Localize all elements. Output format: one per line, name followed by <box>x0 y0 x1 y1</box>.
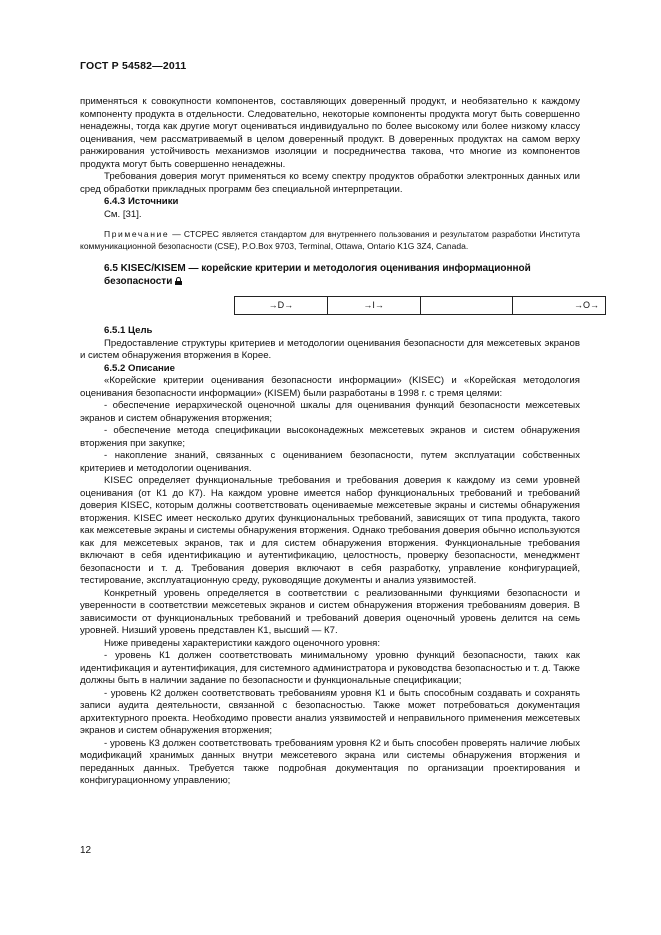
nav-cell-o: →O→ <box>513 297 606 315</box>
list-item: - уровень К1 должен соответствовать минимальному уровню функций безопасности, таких как идентификация и аутентификация, для системного администратора и руководства безопасностью и т. д. Также должны быть в наличии задание по безопасности и функциональные спецификации; <box>80 650 580 686</box>
section-heading-6-4-3: 6.4.3 Источники <box>104 196 179 207</box>
page-number: 12 <box>80 845 92 856</box>
dio-navigation-table <box>234 296 606 315</box>
list-item: - обеспечение метода спецификации высоконадежных межсетевых экранов и систем обнаружения вторжения при закупке; <box>80 425 580 449</box>
paragraph: Конкретный уровень определяется в соответствии с реализованными функциями безопасности и уверенности в соответствии межсетевых экранов и систем обнаружения вторжения требованиям доверия. В зависимости от функциональных требований и требований доверия оценочный уровень делится на семь уровней. Низший уровень представлен К1, высший — К7. <box>80 587 580 636</box>
paragraph: Требования доверия могут применяться ко всему спектру продуктов обработки электронных данных или сред обработки прикладных программ без специальной интерпретации. <box>80 171 580 195</box>
list-item: - накопление знаний, связанных с оцениванием безопасности, путем эксплуатации собственных критериев и методологии оценивания. <box>80 450 580 474</box>
lock-icon <box>175 277 182 285</box>
section-heading-6-5 <box>104 262 580 288</box>
document-header: ГОСТ Р 54582—2011 <box>80 60 187 72</box>
note-text: — CTCPEC является стандартом для внутреннего пользования и результатом разработки Института коммуникационной безопасности (CSE), P.O.Box 9703, Terminal, Ottawa, Ontario K1G 3Z4, Canada. <box>80 229 580 251</box>
list-item: - уровень К3 должен соответствовать требованиям уровня К2 и быть способен проверять наличие любых модификаций хранимых данных внутри межсетевого экрана или системы обнаружения вторжения и переданных данных. Требуется также подробная документация по организации проектирования и конфигурационному управлению; <box>80 737 580 786</box>
note-label: Примечание <box>104 229 170 239</box>
section-heading-6-5-2: 6.5.2 Описание <box>104 362 175 374</box>
paragraph: «Корейские критерии оценивания безопасности информации» (KISEC) и «Корейская методология оценивания безопасности информации» (KISEM) были разработаны в 1998 г. с тремя целями: <box>80 375 580 399</box>
paragraph: См. [31]. <box>104 208 142 220</box>
nav-cell-d: →D→ <box>235 297 328 315</box>
document-body <box>80 96 599 788</box>
section-heading-6-5-text: 6.5 KISEC/KISEM — корейские критерии и методология оценивания информационной безопасности <box>104 263 531 287</box>
paragraph: Предоставление структуры критериев и методологии оценивания безопасности для межсетевых экранов и систем обнаружения вторжения в Корее. <box>80 337 580 361</box>
list-item: - обеспечение иерархической оценочной шкалы для оценивания функций безопасности межсетевых экранов и систем обнаружения вторжения; <box>80 400 580 424</box>
note <box>80 229 580 252</box>
paragraph: Ниже приведены характеристики каждого оценочного уровня: <box>104 637 380 649</box>
list-item: - уровень К2 должен соответствовать требованиям уровня К1 и быть способным создавать и сохранять записи аудита деятельности, связанной с безопасностью. Также может потребоваться документация архитектурного проекта. Необходимо провести анализ уязвимостей и неправильного применения межсетевых экранов и систем обнаружения вторжения; <box>80 687 580 736</box>
nav-cell-i: →I→ <box>327 297 420 315</box>
paragraph: KISEC определяет функциональные требования и требования доверия к каждому из семи уровней оценивания (от К1 до К7). На каждом уровне имеется набор функциональных требований и требований доверия KISEC, которым должны соответствовать оцениваемые межсетевые экраны и системы обнаружения вторжения. KISEC имеет несколько других функциональных требований, зависящих от типа продукта, такого как межсетевые экраны и системы обнаружения вторжения. Однако требования доверия обычно используются как для межсетевых экранов, так и для систем обнаружения вторжения. Функциональные требования включают в себя идентификацию и аутентификацию, целостность, проверку безопасности, менеджмент безопасности и т. д. Требования доверия включают в себя разработку, управление конфигурацией, тестирование, эксплуатационную среду, руководящие документы и анализ уязвимостей. <box>80 475 580 586</box>
section-heading-6-5-1: 6.5.1 Цель <box>104 325 153 336</box>
nav-cell-empty <box>420 297 513 315</box>
paragraph: применяться к совокупности компонентов, составляющих доверенный продукт, и необязательно к каждому компоненту продукта в отдельности. Следовательно, некоторые компоненты продукта могут быть совершенно ненадежны, тогда как другие могут оцениваться индивидуально по более высокому или более низкому классу оценивания, чем рассматриваемый в целом доверенный продукт. В доверенных продуктах на самом верху ранжирования устойчивость механизмов изоляции и посредничества такова, что многие из компонентов продукта могут быть совершенно ненадежны. <box>80 96 580 170</box>
